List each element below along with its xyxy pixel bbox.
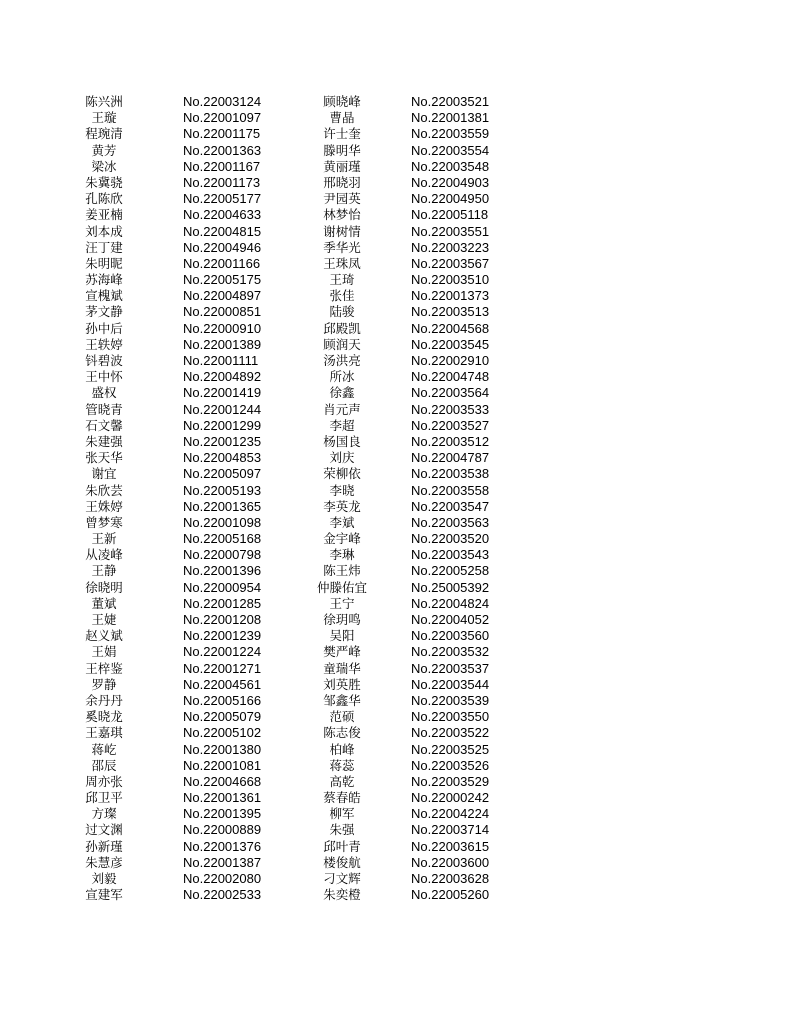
person-name-left: 蒋屹 (91, 741, 117, 757)
person-name-left: 盛权 (91, 385, 117, 401)
person-name-right: 朱奕橙 (323, 887, 361, 903)
list-row (70, 175, 590, 191)
person-name-left: 宣建军 (85, 887, 123, 903)
person-name-right: 邹鑫华 (323, 692, 361, 708)
id-number-left: No.22004633 (183, 207, 262, 223)
person-name-right: 柏峰 (329, 741, 355, 757)
person-name-left: 周亦张 (85, 773, 123, 789)
person-name-left: 朱欣芸 (85, 482, 123, 498)
person-name-right: 陈王炜 (323, 563, 361, 579)
person-name-left: 王璇 (91, 110, 117, 126)
list-row (70, 402, 590, 418)
list-row (70, 434, 590, 450)
person-name-right: 范硕 (329, 709, 355, 725)
person-name-left: 余丹丹 (85, 692, 123, 708)
id-number-left: No.22005175 (183, 272, 262, 288)
id-number-left: No.22001208 (183, 612, 262, 627)
id-number-left: No.22005097 (183, 466, 262, 482)
person-name-right: 王宁 (329, 595, 355, 611)
person-name-left: 朱建强 (85, 433, 123, 449)
list-row (70, 143, 590, 159)
id-number-left: No.22000954 (183, 579, 262, 595)
list-row (70, 288, 590, 304)
list-row (70, 94, 590, 110)
person-name-left: 王娟 (91, 644, 117, 660)
id-number-left: No.22001419 (183, 385, 262, 401)
id-number-right: No.22003567 (411, 255, 490, 271)
person-name-left: 姜亚楠 (85, 207, 123, 223)
person-name-left: 王婕 (91, 612, 117, 627)
person-name-right: 顾晓峰 (323, 94, 361, 109)
person-name-right: 蔡春皓 (323, 790, 361, 806)
id-number-right: No.22003532 (411, 644, 490, 660)
person-name-right: 许士奎 (323, 126, 361, 142)
id-number-right: No.22000242 (411, 790, 490, 806)
id-number-left: No.22001285 (183, 595, 262, 611)
id-number-right: No.22003538 (411, 466, 490, 482)
person-name-left: 苏海峰 (85, 272, 123, 288)
list-row (70, 499, 590, 515)
id-number-left: No.22001389 (183, 336, 262, 352)
list-row (70, 871, 590, 887)
list-row (70, 742, 590, 758)
person-name-left: 王新 (91, 531, 117, 547)
id-number-left: No.22001365 (183, 498, 262, 514)
id-number-right: No.22001373 (411, 288, 490, 304)
person-name-right: 滕明华 (323, 142, 361, 158)
id-number-right: No.22003551 (411, 223, 490, 239)
person-name-left: 从凌峰 (85, 547, 123, 563)
person-name-left: 梁冰 (91, 158, 117, 174)
id-number-left: No.22005193 (183, 482, 262, 498)
id-number-right: No.22004903 (411, 174, 490, 190)
list-row (70, 321, 590, 337)
person-name-right: 顾润天 (323, 336, 361, 352)
id-number-right: No.22003550 (411, 709, 490, 725)
id-number-right: No.22001381 (411, 110, 490, 126)
id-number-right: No.22005118 (411, 207, 489, 223)
id-number-right: No.22004224 (411, 806, 490, 822)
person-name-left: 奚晓龙 (85, 709, 123, 725)
person-name-right: 王琦 (329, 272, 355, 288)
id-number-left: No.22001387 (183, 854, 262, 870)
list-row (70, 822, 590, 838)
list-row (70, 337, 590, 353)
person-name-right: 杨国良 (323, 433, 361, 449)
id-number-right: No.22003527 (411, 417, 490, 433)
list-row (70, 806, 590, 822)
person-name-right: 王珠凤 (323, 255, 361, 271)
id-number-left: No.22001175 (183, 126, 261, 142)
id-number-right: No.22004787 (411, 450, 490, 466)
person-name-left: 王姝婷 (85, 498, 123, 514)
list-row (70, 385, 590, 401)
person-name-right: 林梦怡 (323, 207, 361, 223)
list-row (70, 515, 590, 531)
person-name-left: 刘本成 (85, 223, 123, 239)
id-number-left: No.22001376 (183, 838, 262, 854)
list-row (70, 677, 590, 693)
person-name-left: 罗静 (91, 676, 117, 692)
person-name-left: 孙中后 (85, 320, 123, 336)
person-name-left: 邱卫平 (85, 790, 123, 806)
id-number-right: No.22003513 (411, 304, 490, 320)
person-name-right: 谢树情 (323, 223, 361, 239)
list-row (70, 774, 590, 790)
id-number-right: No.22003714 (411, 822, 490, 838)
id-number-left: No.22001271 (183, 660, 262, 676)
list-row (70, 661, 590, 677)
id-number-left: No.22001299 (183, 417, 262, 433)
list-row (70, 126, 590, 142)
id-number-left: No.22001361 (183, 790, 262, 806)
name-number-list (70, 94, 590, 903)
id-number-right: No.22003560 (411, 628, 490, 644)
list-row (70, 224, 590, 240)
list-row (70, 240, 590, 256)
person-name-right: 高乾 (329, 773, 355, 789)
person-name-right: 尹园英 (323, 191, 361, 207)
person-name-left: 徐晓明 (85, 579, 123, 595)
person-name-left: 黄芳 (91, 142, 117, 158)
id-number-left: No.22004946 (183, 239, 262, 255)
id-number-right: No.22004052 (411, 612, 490, 627)
person-name-right: 所冰 (329, 369, 355, 385)
list-row (70, 450, 590, 466)
id-number-left: No.22000910 (183, 320, 262, 336)
person-name-right: 张佳 (329, 288, 355, 304)
person-name-left: 王嘉琪 (85, 725, 123, 741)
person-name-left: 赵义斌 (85, 628, 123, 644)
id-number-right: No.22004748 (411, 369, 490, 385)
id-number-left: No.22004561 (183, 676, 262, 692)
list-row (70, 110, 590, 126)
person-name-right: 蒋蕊 (329, 757, 355, 773)
person-name-left: 王中怀 (85, 369, 123, 385)
person-name-right: 李琳 (329, 547, 355, 563)
id-number-right: No.22003223 (411, 239, 490, 255)
id-number-right: No.22003521 (411, 94, 490, 109)
list-row (70, 839, 590, 855)
person-name-right: 徐玥鸣 (323, 612, 361, 627)
id-number-left: No.22000851 (183, 304, 262, 320)
id-number-left: No.22001239 (183, 628, 262, 644)
person-name-left: 朱冀骁 (85, 174, 123, 190)
person-name-left: 茅文静 (85, 304, 123, 320)
person-name-left: 汪丁建 (85, 239, 123, 255)
person-name-right: 楼俊航 (323, 854, 361, 870)
id-number-right: No.22003615 (411, 838, 490, 854)
person-name-left: 程琬清 (85, 126, 123, 142)
id-number-right: No.22002910 (411, 353, 490, 368)
list-row (70, 207, 590, 223)
list-row (70, 709, 590, 725)
id-number-right: No.22003533 (411, 401, 490, 417)
id-number-right: No.22003548 (411, 158, 490, 174)
person-name-left: 王梓鉴 (85, 660, 123, 676)
person-name-left: 孔陈欣 (85, 191, 123, 207)
person-name-left: 王轶婷 (85, 336, 123, 352)
person-name-right: 邱叶青 (323, 838, 361, 854)
id-number-right: No.22003559 (411, 126, 490, 142)
id-number-right: No.22003554 (411, 142, 490, 158)
id-number-right: No.22003522 (411, 725, 490, 741)
person-name-left: 宣槐斌 (85, 288, 123, 304)
person-name-right: 刁文辉 (323, 871, 361, 886)
id-number-right: No.22003539 (411, 692, 490, 708)
id-number-left: No.22001111 (183, 353, 259, 368)
id-number-left: No.22001244 (183, 401, 262, 417)
id-number-left: No.22004668 (183, 773, 262, 789)
person-name-left: 刘毅 (91, 871, 117, 886)
id-number-right: No.22003563 (411, 514, 490, 530)
person-name-left: 朱明昵 (85, 255, 123, 271)
list-row (70, 580, 590, 596)
id-number-left: No.22001097 (183, 110, 262, 126)
list-row (70, 304, 590, 320)
list-row (70, 563, 590, 579)
id-number-right: No.22003529 (411, 773, 490, 789)
id-number-left: No.22001224 (183, 644, 262, 660)
person-name-left: 谢宜 (91, 466, 117, 482)
person-name-right: 荣柳依 (323, 466, 361, 482)
person-name-right: 童瑞华 (323, 660, 361, 676)
list-row (70, 693, 590, 709)
person-name-right: 吴阳 (329, 628, 355, 644)
person-name-left: 朱慧彦 (85, 854, 123, 870)
id-number-right: No.22004950 (411, 191, 490, 207)
id-number-left: No.22004897 (183, 288, 262, 304)
list-row (70, 725, 590, 741)
list-row (70, 483, 590, 499)
id-number-right: No.22003520 (411, 531, 490, 547)
person-name-right: 金宇峰 (323, 531, 361, 547)
id-number-right: No.22003558 (411, 482, 490, 498)
list-row (70, 644, 590, 660)
person-name-right: 肖元声 (323, 401, 361, 417)
id-number-right: No.22003512 (411, 433, 490, 449)
person-name-right: 陈志俊 (323, 725, 361, 741)
id-number-right: No.22003564 (411, 385, 490, 401)
person-name-right: 汤洪亮 (323, 353, 361, 368)
person-name-left: 王静 (91, 563, 117, 579)
id-number-left: No.22001395 (183, 806, 262, 822)
id-number-left: No.22004853 (183, 450, 262, 466)
id-number-left: No.22005102 (183, 725, 262, 741)
person-name-right: 李晓 (329, 482, 355, 498)
id-number-left: No.22002533 (183, 887, 262, 903)
person-name-left: 方璨 (91, 806, 117, 822)
id-number-right: No.22003537 (411, 660, 490, 676)
list-row (70, 887, 590, 903)
person-name-right: 樊严峰 (323, 644, 361, 660)
id-number-right: No.22003545 (411, 336, 490, 352)
list-row (70, 596, 590, 612)
person-name-right: 柳军 (329, 806, 355, 822)
id-number-left: No.22000798 (183, 547, 262, 563)
id-number-right: No.22003600 (411, 854, 490, 870)
id-number-left: No.22001380 (183, 741, 262, 757)
list-row (70, 159, 590, 175)
id-number-left: No.22005168 (183, 531, 262, 547)
id-number-right: No.22004824 (411, 595, 490, 611)
id-number-right: No.22003547 (411, 498, 490, 514)
id-number-left: No.22000889 (183, 822, 262, 838)
list-row (70, 353, 590, 369)
list-row (70, 256, 590, 272)
list-row (70, 628, 590, 644)
person-name-right: 邢晓羽 (323, 174, 361, 190)
id-number-right: No.22005258 (411, 563, 490, 579)
id-number-left: No.22005079 (183, 709, 262, 725)
list-row (70, 466, 590, 482)
id-number-left: No.22001363 (183, 142, 262, 158)
person-name-right: 刘庆 (329, 450, 355, 466)
person-name-left: 张天华 (85, 450, 123, 466)
id-number-right: No.22003525 (411, 741, 490, 757)
person-name-left: 孙新瑾 (85, 838, 123, 854)
list-row (70, 790, 590, 806)
person-name-right: 李超 (329, 417, 355, 433)
id-number-left: No.22005166 (183, 692, 262, 708)
list-row (70, 531, 590, 547)
person-name-right: 徐鑫 (329, 385, 355, 401)
person-name-left: 邵辰 (91, 757, 117, 773)
list-row (70, 855, 590, 871)
list-row (70, 547, 590, 563)
id-number-right: No.25005392 (411, 579, 490, 595)
id-number-right: No.22003543 (411, 547, 490, 563)
person-name-left: 管晓青 (85, 401, 123, 417)
person-name-right: 陆骏 (329, 304, 355, 320)
list-row (70, 272, 590, 288)
id-number-left: No.22001166 (183, 255, 261, 271)
id-number-right: No.22003510 (411, 272, 490, 288)
id-number-left: No.22001235 (183, 433, 262, 449)
person-name-right: 仲滕佑宜 (316, 579, 367, 595)
person-name-left: 石文馨 (85, 417, 123, 433)
list-row (70, 369, 590, 385)
person-name-right: 曹晶 (329, 110, 355, 126)
id-number-right: No.22005260 (411, 887, 490, 903)
id-number-left: No.22001396 (183, 563, 262, 579)
list-row (70, 758, 590, 774)
id-number-right: No.22003544 (411, 676, 490, 692)
id-number-left: No.22001173 (183, 174, 261, 190)
person-name-right: 刘英胜 (323, 676, 361, 692)
id-number-left: No.22002080 (183, 871, 262, 886)
list-row (70, 191, 590, 207)
person-name-left: 陈兴洲 (85, 94, 123, 109)
id-number-left: No.22005177 (183, 191, 262, 207)
id-number-right: No.22003628 (411, 871, 490, 886)
id-number-right: No.22003526 (411, 757, 490, 773)
id-number-left: No.22001098 (183, 514, 262, 530)
id-number-left: No.22001167 (183, 158, 261, 174)
list-row (70, 612, 590, 628)
person-name-left: 董斌 (91, 595, 117, 611)
id-number-left: No.22003124 (183, 94, 262, 109)
person-name-right: 李斌 (329, 514, 355, 530)
person-name-right: 朱强 (329, 822, 355, 838)
person-name-right: 邱殿凯 (323, 320, 361, 336)
list-row (70, 418, 590, 434)
id-number-left: No.22001081 (183, 757, 262, 773)
person-name-left: 钭碧波 (85, 353, 123, 368)
person-name-left: 曾梦寒 (85, 514, 123, 530)
id-number-right: No.22004568 (411, 320, 490, 336)
person-name-right: 黄丽瑾 (323, 158, 361, 174)
person-name-right: 季华光 (323, 239, 361, 255)
id-number-left: No.22004892 (183, 369, 262, 385)
person-name-left: 过文渊 (85, 822, 123, 838)
id-number-left: No.22004815 (183, 223, 262, 239)
person-name-right: 李英龙 (323, 498, 361, 514)
